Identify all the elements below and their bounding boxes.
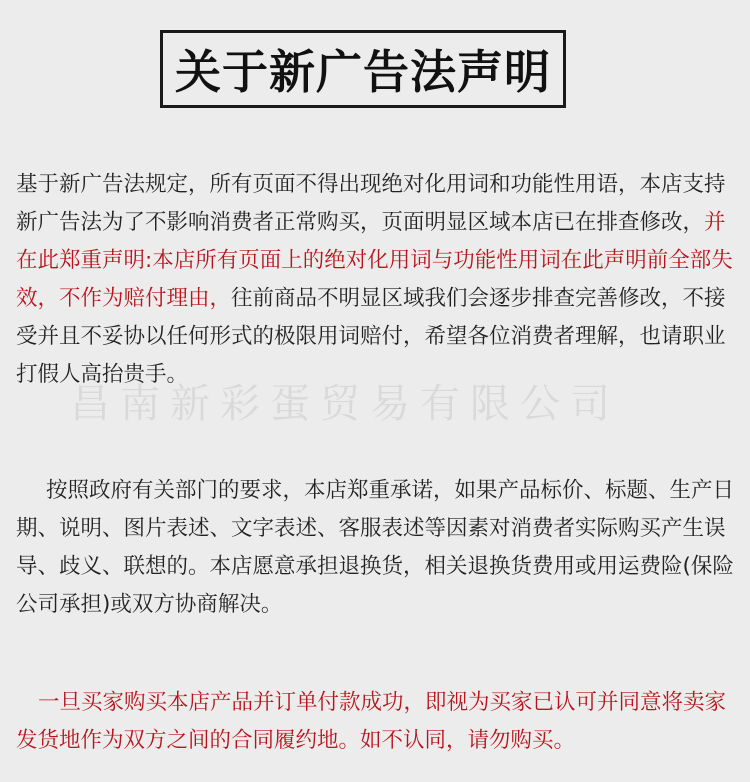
declaration-paragraph-3: 一旦买家购买本店产品并订单付款成功，即视为买家已认可并同意将卖家发货地作为双方之间的合同履约地。如不认同，请勿购买。 xyxy=(16,690,727,753)
title-box xyxy=(160,30,566,108)
paragraph-1-text-a: 基于新广告法规定，所有页面不得出现绝对化用词和功能性用语，本店支持新广告法为了不影响消费者正常购买，页面明显区域本店已在排查修改， xyxy=(16,172,726,235)
declaration-paragraph-1 xyxy=(16,166,736,394)
watermark: 昌南新彩蛋贸易有限公司 xyxy=(70,381,620,427)
declaration-paragraph-2: 按照政府有关部门的要求，本店郑重承诺，如果产品标价、标题、生产日期、说明、图片表述、文字表述、客服表述等因素对消费者实际购买产生误导、歧义、联想的。本店愿意承担退换货，相关退换货费用或用运费险(保险公司承担)或双方协商解决。 xyxy=(16,478,735,617)
page-title: 关于新广告法声明 xyxy=(175,45,551,99)
paragraph-1-text-b: 往前商品不明显区域我们会逐步排查完善修改，不接受并且不妥协以任何形式的极限用词赔付，希望各位消费者理解，也请职业打假人高抬贵手。 xyxy=(16,286,726,387)
paragraph-1-highlight: 并在此郑重声明:本店所有页面上的绝对化用词与功能性用词在此声明前全部失效，不作为赔付理由， xyxy=(16,210,733,311)
